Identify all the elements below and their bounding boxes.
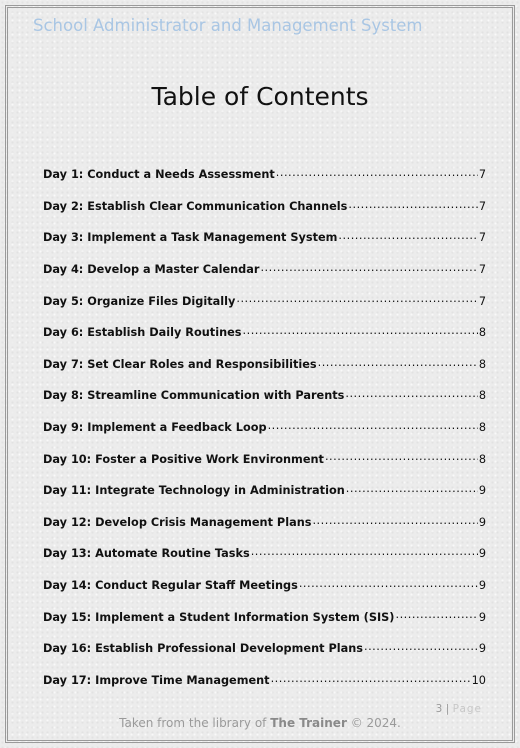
toc-entry-page: 9 [478, 610, 486, 624]
toc-entry-page: 8 [478, 421, 486, 435]
toc-entry-page: 10 [471, 673, 486, 687]
page-number-separator: | [445, 703, 450, 715]
toc-entry-page: 9 [478, 515, 486, 529]
toc-dot-leader [346, 483, 478, 494]
toc-entry-label: Day 13: Automate Routine Tasks [43, 547, 250, 561]
footer-prefix: Taken from the library of [119, 716, 267, 730]
toc-dot-leader [243, 325, 478, 336]
toc-entry-day-2[interactable] [43, 199, 486, 231]
toc-entry-label: Day 9: Implement a Feedback Loop [43, 421, 267, 435]
toc-entry-day-13[interactable] [43, 546, 486, 578]
toc-entry-day-9[interactable] [43, 420, 486, 452]
toc-entry-label: Day 7: Set Clear Roles and Responsibilities [43, 357, 317, 371]
toc-entry-label: Day 10: Foster a Positive Work Environment [43, 452, 324, 466]
footer-credit [0, 716, 520, 730]
page-number-label: Page [452, 703, 482, 715]
toc-dot-leader [338, 230, 477, 241]
toc-entry-label: Day 16: Establish Professional Development Plans [43, 642, 363, 656]
toc-entry-page: 7 [478, 294, 486, 308]
toc-entry-label: Day 3: Implement a Task Management System [43, 231, 338, 245]
toc-dot-leader [345, 388, 477, 399]
toc-dot-leader [260, 262, 477, 273]
toc-dot-leader [395, 609, 477, 620]
toc-dot-leader [268, 420, 478, 431]
toc-entry-day-3[interactable] [43, 230, 486, 262]
toc-entry-label: Day 17: Improve Time Management [43, 673, 270, 687]
toc-entry-page: 7 [478, 199, 486, 213]
toc-entry-day-5[interactable] [43, 293, 486, 325]
toc-dot-leader [312, 515, 477, 526]
toc-entry-day-11[interactable] [43, 483, 486, 515]
toc-dot-leader [318, 357, 478, 368]
toc-entry-page: 8 [478, 326, 486, 340]
toc-entry-label: Day 12: Develop Crisis Management Plans [43, 515, 312, 529]
toc-entry-label: Day 2: Establish Clear Communication Channels [43, 199, 348, 213]
toc-entry-page: 7 [478, 168, 486, 182]
toc-entry-page: 8 [478, 452, 486, 466]
footer-suffix: © 2024. [350, 716, 401, 730]
toc-dot-leader [276, 167, 478, 178]
toc-entry-day-7[interactable] [43, 357, 486, 389]
toc-entry-label: Day 5: Organize Files Digitally [43, 294, 236, 308]
toc-entry-label: Day 14: Conduct Regular Staff Meetings [43, 579, 298, 593]
toc-dot-leader [348, 199, 477, 210]
toc-entry-day-6[interactable] [43, 325, 486, 357]
toc-entry-page: 8 [478, 357, 486, 371]
toc-entry-page: 9 [478, 642, 486, 656]
toc-entry-label: Day 4: Develop a Master Calendar [43, 263, 260, 277]
toc-entry-label: Day 8: Streamline Communication with Parents [43, 389, 345, 403]
toc-dot-leader [325, 451, 478, 462]
toc-dot-leader [271, 673, 471, 684]
toc-dot-leader [364, 641, 478, 652]
toc-entry-label: Day 11: Integrate Technology in Administration [43, 484, 345, 498]
page-number-value: 3 [435, 703, 443, 715]
toc-entry-page: 9 [478, 547, 486, 561]
toc-entry-day-1[interactable] [43, 167, 486, 199]
toc-entry-page: 7 [478, 263, 486, 277]
toc-dot-leader [236, 293, 477, 304]
toc-entry-day-12[interactable] [43, 515, 486, 547]
toc-entry-day-8[interactable] [43, 388, 486, 420]
page-number [436, 703, 482, 715]
toc-entry-page: 8 [478, 389, 486, 403]
toc-entry-label: Day 6: Establish Daily Routines [43, 326, 242, 340]
toc-entry-day-16[interactable] [43, 641, 486, 673]
toc-heading: Table of Contents [151, 82, 369, 111]
footer-brand: The Trainer [270, 716, 347, 730]
toc-entry-page: 9 [478, 484, 486, 498]
toc-entry-page: 9 [478, 579, 486, 593]
toc-list [43, 167, 486, 704]
header-title: School Administrator and Management System [33, 16, 423, 35]
toc-entry-label: Day 1: Conduct a Needs Assessment [43, 168, 275, 182]
toc-dot-leader [251, 546, 478, 557]
toc-entry-day-17[interactable] [43, 673, 486, 705]
toc-entry-page: 7 [478, 231, 486, 245]
toc-entry-day-15[interactable] [43, 609, 486, 641]
toc-entry-day-4[interactable] [43, 262, 486, 294]
toc-entry-label: Day 15: Implement a Student Information System (SIS) [43, 610, 395, 624]
toc-entry-day-14[interactable] [43, 578, 486, 610]
toc-entry-day-10[interactable] [43, 451, 486, 483]
toc-dot-leader [299, 578, 478, 589]
